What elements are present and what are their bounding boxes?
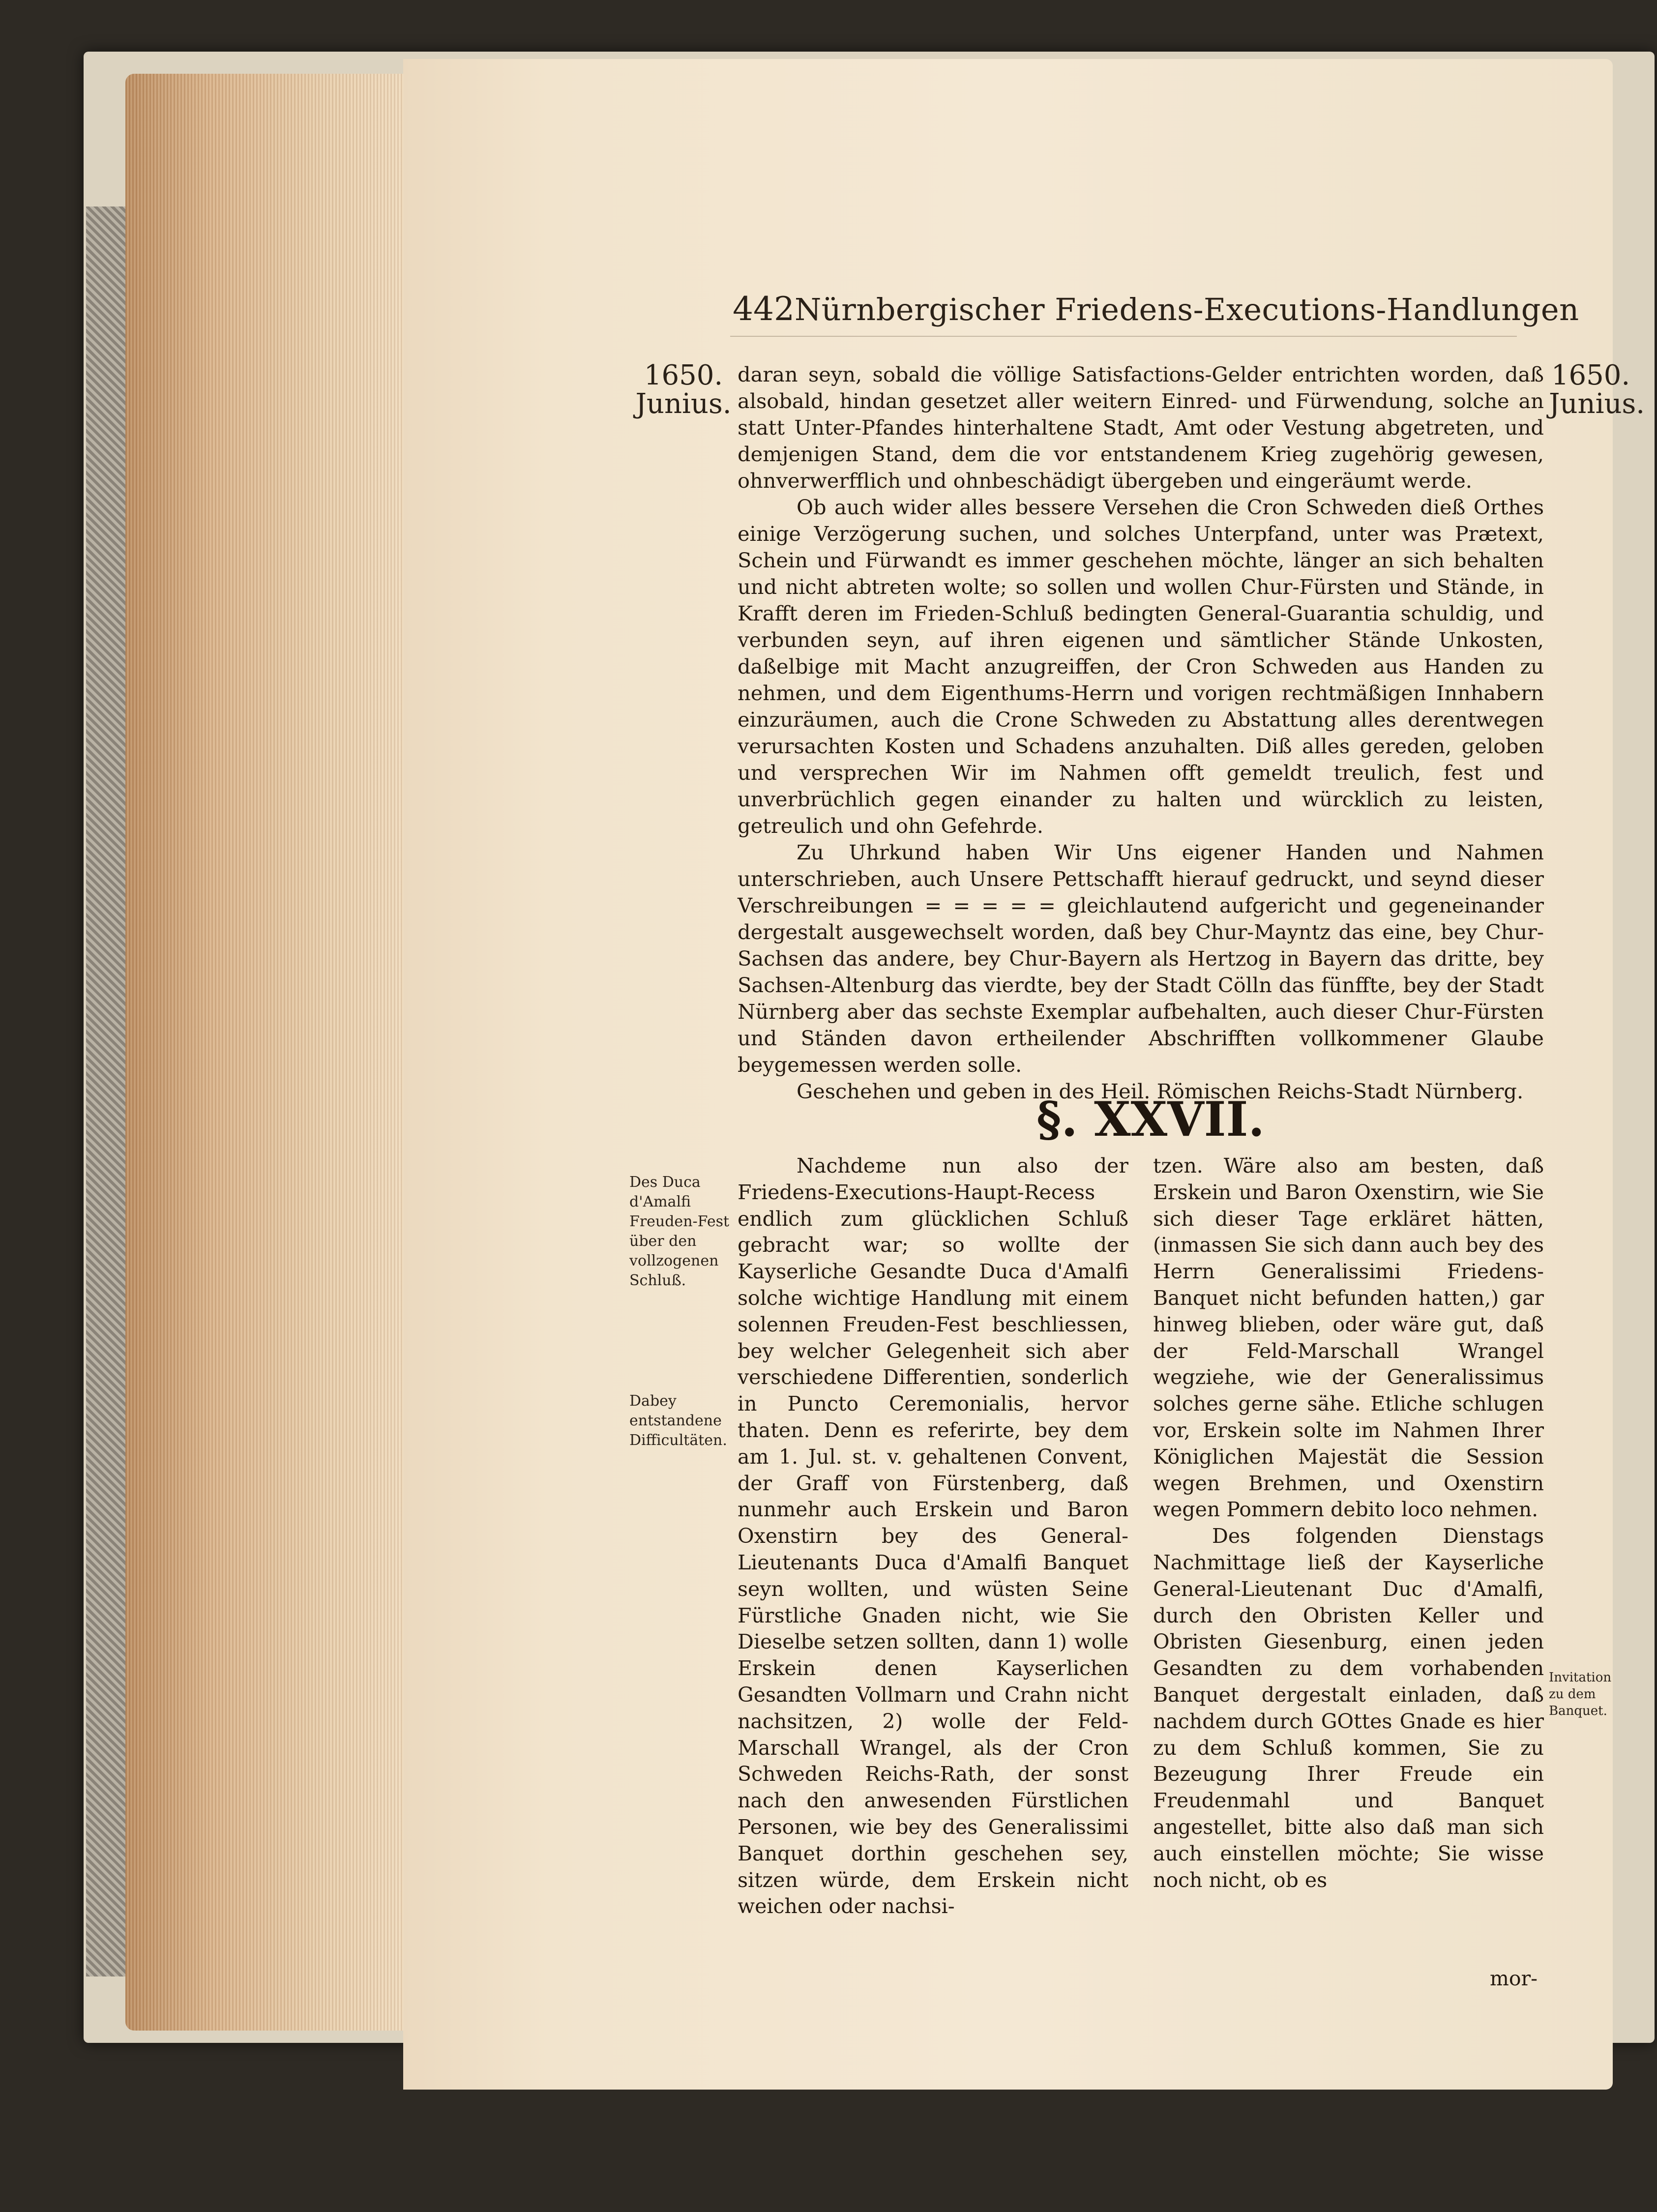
paragraph-4: Geschehen und geben in des Heil. Römischen Reichs-Stadt Nürnberg. [797,1079,1524,1103]
paragraph-1: daran seyn, sobald die völlige Satisfactions-Gelder entrichten worden, daß alsobald, hindan gesetzet aller weitern Einred- und Fürwendung, solche an statt Unter-Pfandes hinterhaltene Stadt, Amt oder Vestung abgetreten, und demjenigen Stand, dem die vor entstandenem Krieg zugehörig gewesen, ohnverwerfflich und ohnbeschädigt übergeben und eingeräumt werde. [738,362,1544,493]
header-rule [730,336,1517,337]
page-header [733,290,1579,334]
marbled-board [86,206,125,1976]
catchword: mor- [1490,1967,1538,1990]
page-edges [125,74,411,2031]
page-number: 442 [733,290,795,328]
column-right [1153,1153,1544,1893]
column-left-text: Nachdeme nun also der Friedens-Executions-Haupt-Recess endlich zum glücklichen Schluß gebracht war; so wollte der Kayserliche Gesandte Duca d'Amalfi solche wichtige Handlung mit einem solennen Freuden-Fest beschliessen, bey welcher Gelegenheit sich aber verschiedene Differentien, sonderlich in Puncto Ceremonialis, hervor thaten. Denn es referirte, bey dem am 1. Jul. st. v. gehaltenen Convent, der Graff von Fürstenberg, daß nunmehr auch Erskein und Baron Oxenstirn bey des General-Lieutenants Duca d'Amalfi Banquet seyn wollten, und wüsten Seine Fürstliche Gnaden nicht, wie Sie Dieselbe setzen sollten, dann 1) wolle Erskein denen Kayserlichen Gesandten Vollmarn und Crahn nicht nachsitzen, 2) wolle der Feld-Marschall Wrangel, als der Cron Schweden Reichs-Rath, der sonst nach den anwesenden Fürstlichen Personen, wie bey des Generalissimi Banquet dorthin geschehen sey, sitzen würde, dem Erskein nicht weichen oder nachsi- [738,1154,1128,1918]
paragraph-3: Zu Uhrkund haben Wir Uns eigener Handen und Nahmen unterschrieben, auch Unsere Pettschafft hierauf gedruckt, und seynd dieser Verschreibungen = = = = = gleichlautend aufgericht und gegeneinander dergestalt ausgewechselt worden, daß bey Chur-Mayntz das eine, bey Chur-Sachsen das andere, bey Chur-Bayern als Hertzog in Bayern das dritte, bey Sachsen-Altenburg das vierdte, bey der Stadt Cölln das fünffte, bey der Stadt Nürnberg aber das sechste Exemplar aufbehalten, auch dieser Chur-Fürsten und Ständen davon ertheilender Abschrifften vollkommener Glaube beygemessen werden solle. [738,840,1544,1077]
margin-date-left [634,361,733,418]
margin-month-left: Junius. [635,388,732,420]
running-title: Nürnbergischer Friedens-Executions-Handlungen [794,292,1579,327]
margin-month-right: Junius. [1549,388,1645,420]
side-note-1: Des Duca d'Amalfi Freuden-Fest über den vollzogenen Schluß. [629,1174,730,1289]
column-right-text-1: tzen. Wäre also am besten, daß Erskein und Baron Oxenstirn, wie Sie sich dieser Tage erkläret hätten, (inmassen Sie sich dann auch bey des Herrn Generalissimi Friedens-Banquet nicht befunden hatten,) gar hinweg blieben, oder wäre gut, daß der Feld-Marschall Wrangel wegziehe, wie der Generalissimus solches gerne sähe. Etliche schlugen vor, Erskein solte im Nahmen Ihrer Königlichen Majestät die Session wegen Brehmen, und Oxenstirn wegen Pommern debito loco nehmen. [1153,1154,1544,1522]
section-heading: §. XXVII. [1036,1091,1265,1147]
column-right-text-2: Des folgenden Dienstags Nachmittage ließ der Kayserliche General-Lieutenant Duc d'Amalfi, durch den Obristen Keller und Obristen Giesenburg, einen jeden Gesandten zu dem vorhabenden Banquet dergestalt einladen, daß nachdem durch GOttes Gnade es hier zu dem Schluß kommen, Sie zu Bezeugung Ihrer Freude ein Freudenmahl und Banquet angestellet, bitte also daß man sich auch einstellen möchte; Sie wisse noch nicht, ob es [1153,1524,1544,1892]
margin-date-right [1549,359,1645,420]
column-left [738,1153,1128,1920]
main-text [738,361,1544,1105]
margin-year-right: 1650. [1551,359,1630,391]
side-note-3: Invitation zu dem Banquet. [1549,1670,1612,1718]
side-note-2: Dabey entstandene Difficultäten. [629,1392,727,1449]
paragraph-2: Ob auch wider alles bessere Versehen die Cron Schweden dieß Orthes einige Verzögerung suchen, und solches Unterpfand, unter was Prætext, Schein und Fürwandt es immer geschehen möchte, länger an sich behalten und nicht abtreten wolte; so sollen und wollen Chur-Fürsten und Stände, in Krafft deren im Frieden-Schluß bedingten General-Guarantia schuldig, und verbunden seyn, auf ihren eigenen und sämtlicher Stände Unkosten, daßelbige mit Macht anzugreiffen, der Cron Schweden aus Handen zu nehmen, und dem Eigenthums-Herrn und vorigen rechtmäßigen Innhabern einzuräumen, auch die Crone Schweden zu Abstattung alles derentwegen verursachten Kosten und Schadens anzuhalten. Diß alles gereden, geloben und versprechen Wir im Nahmen offt gemeldt treulich, fest und unverbrüchlich gegen einander zu halten und würcklich zu leisten, getreulich und ohn Gefehrde. [738,495,1544,838]
margin-year-left: 1650. [644,359,723,391]
